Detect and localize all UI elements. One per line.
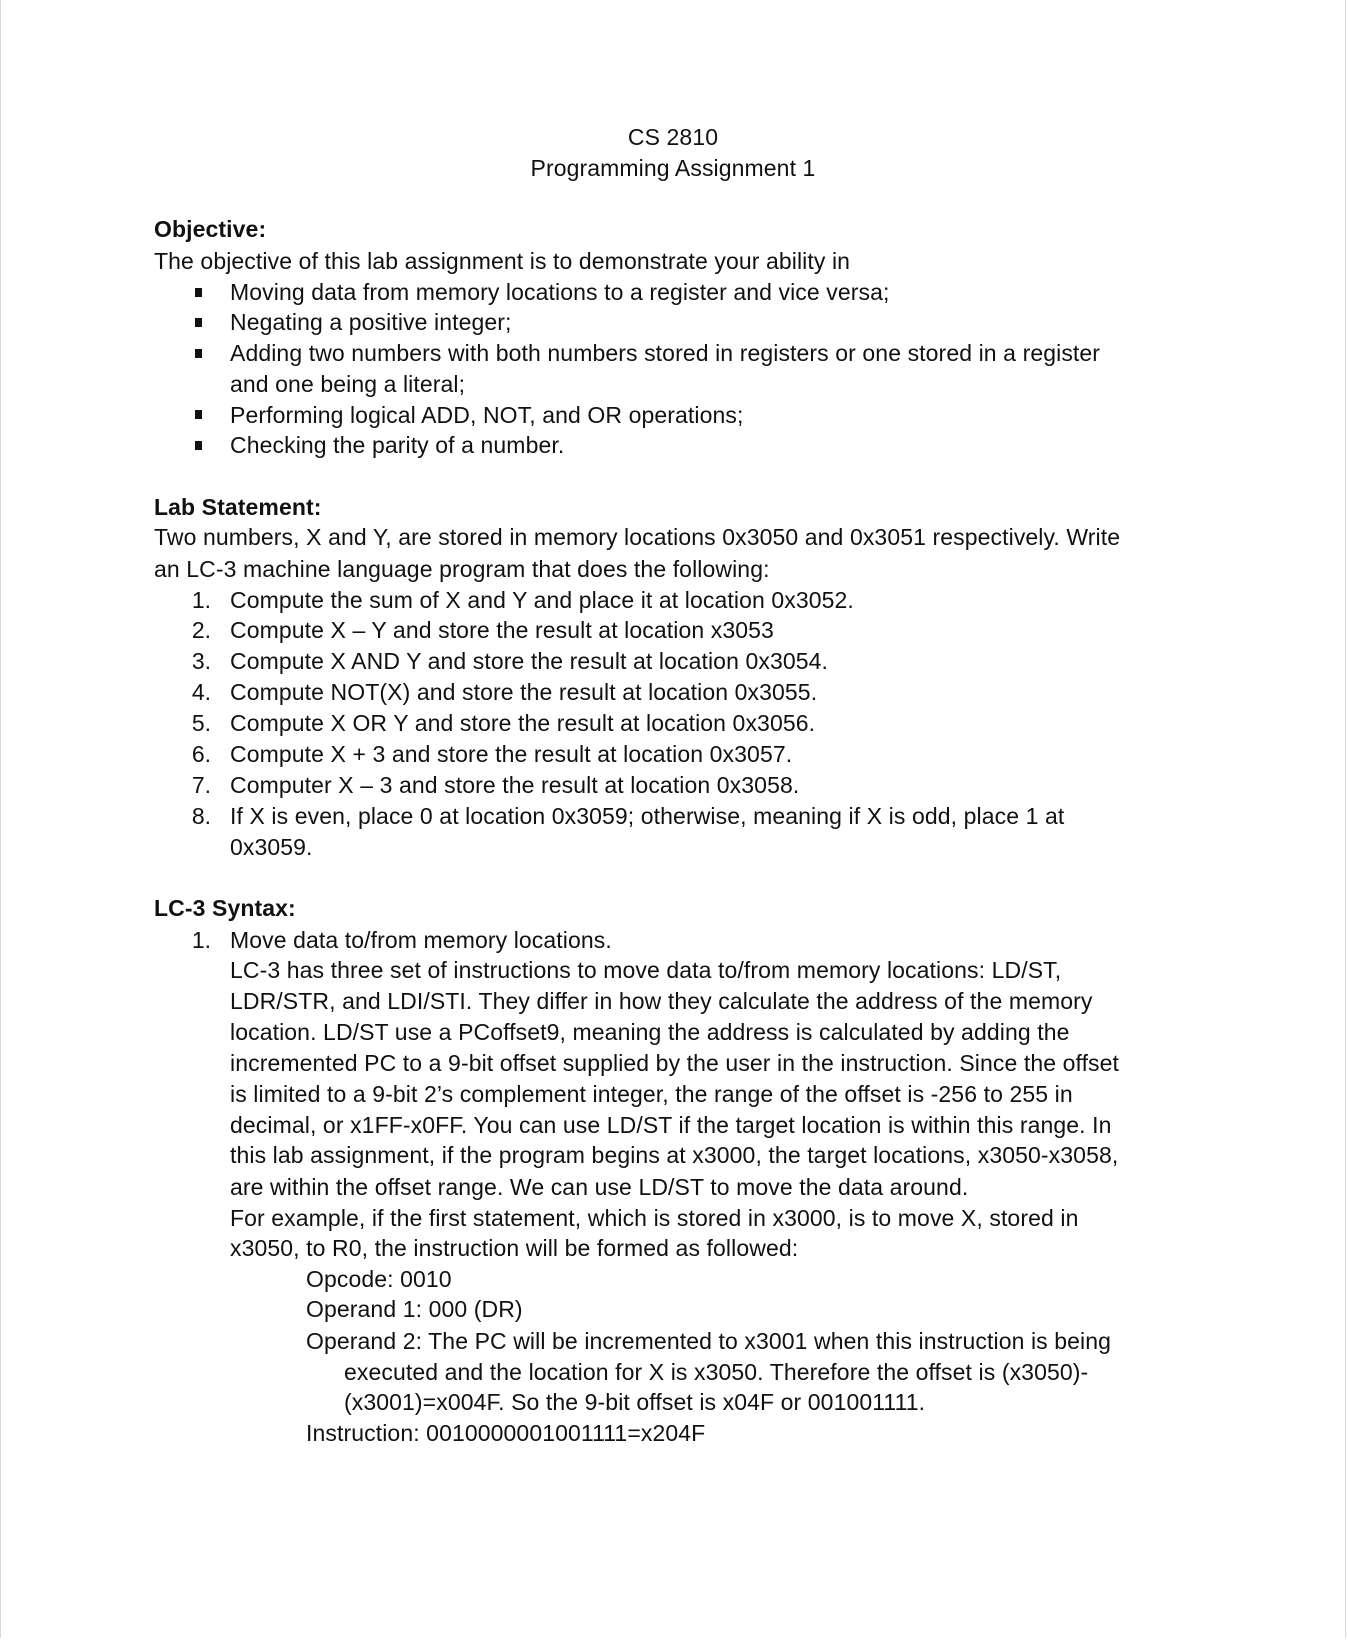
lab-statement-intro: Two numbers, X and Y, are stored in memory locations 0x3050 and 0x3051 respectively. Write: [154, 524, 1121, 550]
lc3-syntax-heading: LC-3 Syntax:: [154, 895, 296, 921]
objective-bullet: Negating a positive integer;: [230, 309, 512, 335]
syntax-body-line: this lab assignment, if the program begins at x3000, the target locations, x3050-x3058,: [230, 1142, 1119, 1168]
list-number: 7.: [191, 772, 211, 798]
syntax-body-line: LC-3 has three set of instructions to move data to/from memory locations: LD/ST,: [230, 957, 1062, 983]
syntax-body-line: incremented PC to a 9-bit offset supplied by the user in the instruction. Since the offset: [230, 1050, 1120, 1076]
objective-bullet: Checking the parity of a number.: [230, 432, 565, 458]
example-operand2-continuation: (x3001)=x004F. So the 9-bit offset is x04F or 001001111.: [344, 1389, 926, 1415]
assignment-title: Programming Assignment 1: [530, 155, 816, 181]
objective-heading: Objective:: [154, 216, 267, 242]
syntax-body-line: location. LD/ST use a PCoffset9, meaning the address is calculated by adding the: [230, 1019, 1070, 1045]
example-operand2-continuation: executed and the location for X is x3050. Therefore the offset is (x3050)-: [344, 1359, 1089, 1385]
bullet-icon: [195, 441, 202, 450]
example-instruction: Instruction: 0010000001001111=x204F: [306, 1420, 706, 1446]
syntax-body-line: x3050, to R0, the instruction will be formed as followed:: [230, 1235, 799, 1261]
list-number: 1.: [191, 927, 211, 953]
lab-item: Compute X + 3 and store the result at location 0x3057.: [230, 741, 793, 767]
syntax-body-line: are within the offset range. We can use LD/ST to move the data around.: [230, 1174, 969, 1200]
objective-bullet: Adding two numbers with both numbers stored in registers or one stored in a register: [230, 340, 1101, 366]
objective-intro: The objective of this lab assignment is to demonstrate your ability in: [154, 248, 851, 274]
bullet-icon: [195, 288, 202, 297]
lab-item: Compute X – Y and store the result at location x3053: [230, 617, 774, 643]
lab-statement-intro: an LC-3 machine language program that does the following:: [154, 556, 770, 582]
objective-bullet: Moving data from memory locations to a register and vice versa;: [230, 279, 890, 305]
objective-bullet: Performing logical ADD, NOT, and OR operations;: [230, 402, 744, 428]
lab-item: Computer X – 3 and store the result at location 0x3058.: [230, 772, 800, 798]
lab-item: Compute NOT(X) and store the result at location 0x3055.: [230, 679, 818, 705]
list-number: 2.: [191, 617, 211, 643]
course-title: CS 2810: [627, 124, 719, 150]
lab-statement-heading: Lab Statement:: [154, 494, 322, 520]
bullet-icon: [195, 349, 202, 358]
lab-item-continuation: 0x3059.: [230, 834, 313, 860]
syntax-item-title: Move data to/from memory locations.: [230, 927, 612, 953]
objective-bullet-continuation: and one being a literal;: [230, 371, 466, 397]
example-operand1: Operand 1: 000 (DR): [306, 1296, 523, 1322]
example-operand2: Operand 2: The PC will be incremented to x3001 when this instruction is being: [306, 1328, 1112, 1354]
list-number: 4.: [191, 679, 211, 705]
example-opcode: Opcode: 0010: [306, 1266, 452, 1292]
syntax-body-line: For example, if the first statement, which is stored in x3000, is to move X, stored in: [230, 1205, 1079, 1231]
list-number: 5.: [191, 710, 211, 736]
lab-item: Compute the sum of X and Y and place it at location 0x3052.: [230, 587, 854, 613]
lab-item: If X is even, place 0 at location 0x3059; otherwise, meaning if X is odd, place 1 at: [230, 803, 1065, 829]
list-number: 8.: [191, 803, 211, 829]
lab-item: Compute X OR Y and store the result at location 0x3056.: [230, 710, 816, 736]
list-number: 6.: [191, 741, 211, 767]
bullet-icon: [195, 318, 202, 327]
syntax-body-line: decimal, or x1FF-x0FF. You can use LD/ST if the target location is within this range. In: [230, 1112, 1112, 1138]
syntax-body-line: is limited to a 9-bit 2’s complement integer, the range of the offset is -256 to 255 in: [230, 1081, 1073, 1107]
bullet-icon: [195, 410, 202, 419]
list-number: 1.: [191, 587, 211, 613]
list-number: 3.: [191, 648, 211, 674]
syntax-body-line: LDR/STR, and LDI/STI. They differ in how they calculate the address of the memory: [230, 988, 1093, 1014]
lab-item: Compute X AND Y and store the result at location 0x3054.: [230, 648, 828, 674]
